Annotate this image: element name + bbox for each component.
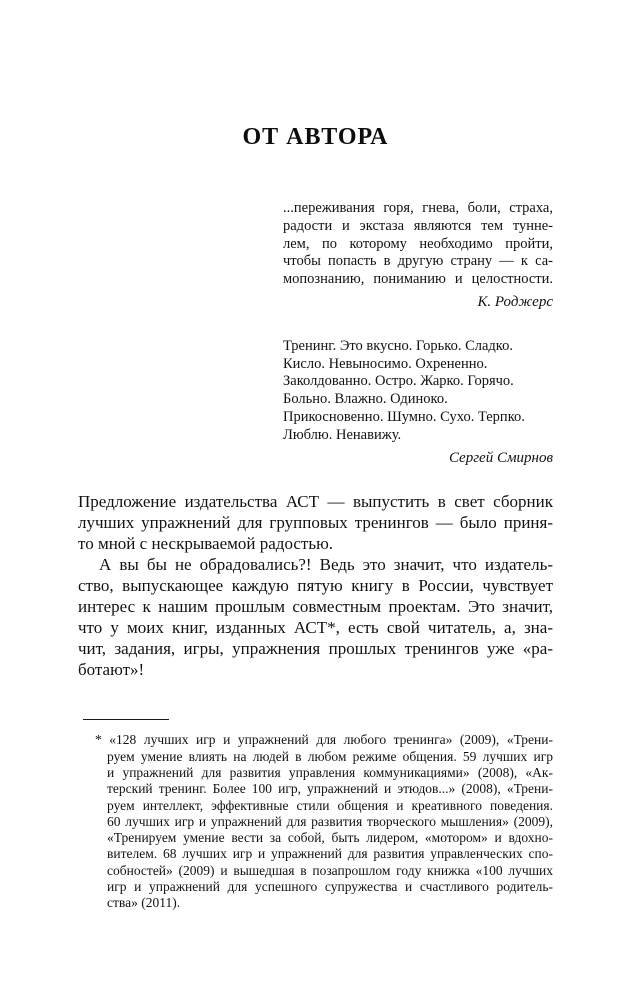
paragraph-2	[78, 554, 553, 680]
footnote-line: терский тренинг. Более 100 игр, упражнений и этюдов...» (2008), «Трени-	[107, 781, 553, 797]
body-line: что у моих книг, изданных АСТ*, есть свой читатель, а, зна-	[78, 618, 553, 638]
body-line: ство, выпускающее каждую пятую книгу в России, чувствует	[78, 576, 553, 596]
epigraph-line: ...переживания горя, гнева, боли, страха,	[283, 200, 553, 216]
epigraph-line: радости и экстаза являются тем тунне-	[283, 217, 553, 234]
epigraph-smirnov-text	[283, 338, 553, 445]
footnote-line: и упражнений для развития управления коммуникациями» (2008), «Ак-	[107, 764, 553, 780]
body-line: интерес к нашим прошлым совместным проектам. Это значит,	[78, 597, 553, 617]
epigraph-line: Заколдованно. Остро. Жарко. Горячо.	[283, 373, 514, 390]
footnote-divider	[83, 719, 169, 720]
epigraph-line: Люблю. Ненавижу.	[283, 426, 402, 443]
epigraph-smirnov	[283, 338, 553, 468]
body-line: лучших упражнений для групповых тренингов — было приня-	[78, 513, 553, 533]
footnote-line: 60 лучших игр и упражнений для развития творческого мышления» (2009),	[107, 813, 553, 829]
footnote	[78, 732, 553, 911]
epigraph-line: мопознанию, пониманию и целостности.	[283, 271, 553, 288]
epigraph-line: Прикосновенно. Шумно. Сухо. Терпко.	[283, 408, 525, 425]
epigraph-rogers	[283, 200, 553, 312]
footnote-line: руем умение влиять на людей в любом режиме общения. 59 лучших игр	[107, 748, 553, 764]
footnote-line: собностей» (2009) и вышедшая в позапрошлом году книжка «100 лучших	[107, 862, 553, 878]
epigraph-line: Больно. Влажно. Одиноко.	[283, 391, 448, 408]
epigraph-line: Тренинг. Это вкусно. Горько. Сладко.	[283, 337, 513, 354]
footnote-line: * «128 лучших игр и упражнений для любого тренинга» (2009), «Трени-	[95, 732, 553, 748]
footnote-line: вителем. 68 лучших игр и упражнений для развития управленческих спо-	[107, 846, 553, 862]
footnote-line: ства» (2011).	[107, 895, 181, 911]
body-text	[78, 491, 553, 680]
body-line: Предложение издательства АСТ — выпустить в свет сборник	[78, 492, 553, 512]
footnote-line: игр и упражнений для успешного супружества и счастливого родитель-	[107, 879, 553, 895]
page-content	[78, 0, 553, 912]
chapter-title: ОТ АВТОРА	[242, 124, 389, 150]
footnote-text	[78, 732, 553, 911]
footnote-line: «Тренируем умение вести за собой, быть лидером, «мотором» и вдохно-	[107, 830, 553, 846]
epigraph-line: Кисло. Невыносимо. Охрененно.	[283, 355, 488, 372]
epigraph-line: чтобы попасть в другую страну — к са-	[283, 253, 553, 270]
footnote-line: руем интеллект, эффективные стили общения и креативного поведения.	[107, 797, 553, 813]
paragraph-1	[78, 491, 553, 554]
epigraph-rogers-attribution: К. Роджерс	[477, 293, 553, 310]
body-line: чит, задания, игры, упражнения прошлых тренингов уже «ра-	[78, 639, 553, 659]
body-line: А вы бы не обрадовались?! Ведь это значит, что издатель-	[99, 555, 553, 575]
body-line: то мной с нескрываемой радостью.	[78, 534, 334, 554]
epigraph-line: лем, по которому необходимо пройти,	[283, 235, 553, 252]
epigraph-rogers-text	[283, 200, 553, 289]
body-line: ботают»!	[78, 660, 145, 680]
epigraph-smirnov-attribution: Сергей Смирнов	[448, 449, 553, 466]
